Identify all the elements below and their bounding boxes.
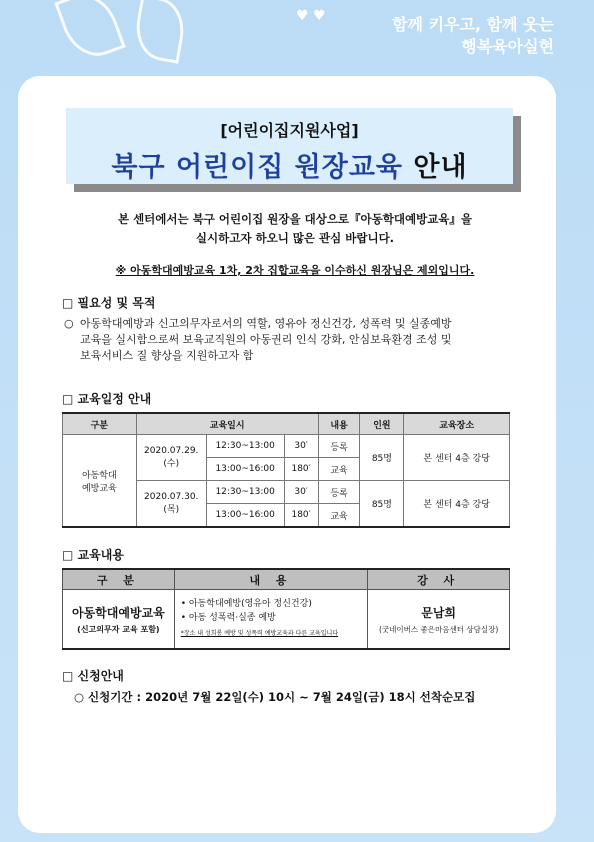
place-cell: 본 센터 4층 강당 <box>404 481 510 528</box>
content-cell: 등록 <box>318 435 360 458</box>
intro-line2: 실시하고자 하오니 많은 관심 바랍니다. <box>195 231 395 245</box>
instructor-org: (굿네이버스 좋은마음센터 상담실장) <box>379 624 499 634</box>
instructor-cell <box>368 590 510 650</box>
purpose-line3: 보육서비스 질 향상을 지원하고자 함 <box>80 349 254 362</box>
table-header: 내용 <box>318 413 360 435</box>
content-cell: 교육 <box>318 504 360 528</box>
subtitle: [어린이집지원사업] <box>220 121 359 140</box>
table-header: 교육일시 <box>136 413 318 435</box>
content-footnote: *장소 내 성희롱 예방 및 성폭력 예방교육과 다른 교육입니다 <box>180 630 339 637</box>
slogan-line2: 행복육아실현 <box>461 37 554 56</box>
page-title-blue: 북구 어린이집 원장교육 <box>111 152 404 183</box>
content-table <box>62 568 510 650</box>
schedule-table <box>62 412 510 528</box>
content-item: • 아동학대예방(영유아 정신건강) <box>180 599 312 609</box>
duration-cell: 30′ <box>284 435 318 458</box>
content-cell: 교육 <box>318 458 360 481</box>
people-cell: 85명 <box>360 435 404 481</box>
purpose-line1: 아동학대예방과 신고의무자로서의 역할, 영유아 정신건강, 성폭력 및 실종예방 <box>80 317 452 330</box>
time-cell: 13:00~16:00 <box>206 504 284 528</box>
exclusion-note: ※ 아동학대예방교육 1차, 2차 집합교육을 이수하신 원장님은 제외입니다. <box>115 264 475 277</box>
intro-line1: 본 센터에서는 북구 어린이집 원장을 대상으로『아동학대예방교육』을 <box>117 212 473 226</box>
purpose-heading: □ 필요성 및 목적 <box>62 296 156 310</box>
slogan-line1: 함께 키우고, 함께 웃는 <box>392 15 554 34</box>
purpose-line2: 교육을 실시함으로써 보육교직원의 아동권리 인식 강화, 안심보육환경 조성 및 <box>80 333 452 346</box>
purpose-body <box>64 316 534 364</box>
circle-bullet-icon: ○ <box>64 317 74 330</box>
content-heading: □ 교육내용 <box>62 548 124 562</box>
duration-cell: 180′ <box>284 504 318 528</box>
time-cell: 13:00~16:00 <box>206 458 284 481</box>
slogan <box>392 14 554 58</box>
time-cell: 12:30~13:00 <box>206 435 284 458</box>
date-cell: 2020.07.30.(목) <box>136 481 206 528</box>
table-row <box>63 590 510 650</box>
content-item: • 아동 성폭력·실종 예방 <box>180 613 276 623</box>
place-cell: 본 센터 4층 강당 <box>404 435 510 481</box>
schedule-heading: □ 교육일정 안내 <box>62 392 152 406</box>
intro-text <box>60 210 530 248</box>
table-header-row <box>63 413 510 435</box>
page-title-black: 안내 <box>413 152 468 183</box>
instructor-name: 문남희 <box>421 605 457 620</box>
time-cell: 12:30~13:00 <box>206 481 284 504</box>
duration-cell: 180′ <box>284 458 318 481</box>
course-sub: (신고의무자 교육 포함) <box>77 624 160 634</box>
title-box <box>66 108 513 184</box>
table-header: 교육장소 <box>404 413 510 435</box>
table-header: 구 분 <box>63 569 175 590</box>
apply-period: ○ 신청기간 : 2020년 7월 22일(수) 10시 ~ 7월 24일(금) 18시 선착순모집 <box>74 690 476 704</box>
content-items-cell <box>174 590 368 650</box>
content-cell: 등록 <box>318 481 360 504</box>
people-cell: 85명 <box>360 481 404 528</box>
duration-cell: 30′ <box>284 481 318 504</box>
table-row <box>63 435 510 458</box>
category-cell: 아동학대 예방교육 <box>63 435 137 528</box>
page-title <box>66 145 513 184</box>
apply-heading: □ 신청안내 <box>62 669 124 683</box>
hearts-icon: ♥ ♥ <box>296 8 326 24</box>
table-header: 구분 <box>63 413 137 435</box>
table-header: 인원 <box>360 413 404 435</box>
table-header: 강 사 <box>368 569 510 590</box>
table-header-row <box>63 569 510 590</box>
table-header: 내 용 <box>174 569 368 590</box>
course-name: 아동학대예방교육 <box>72 605 165 620</box>
course-cell <box>63 590 175 650</box>
date-cell: 2020.07.29.(수) <box>136 435 206 481</box>
